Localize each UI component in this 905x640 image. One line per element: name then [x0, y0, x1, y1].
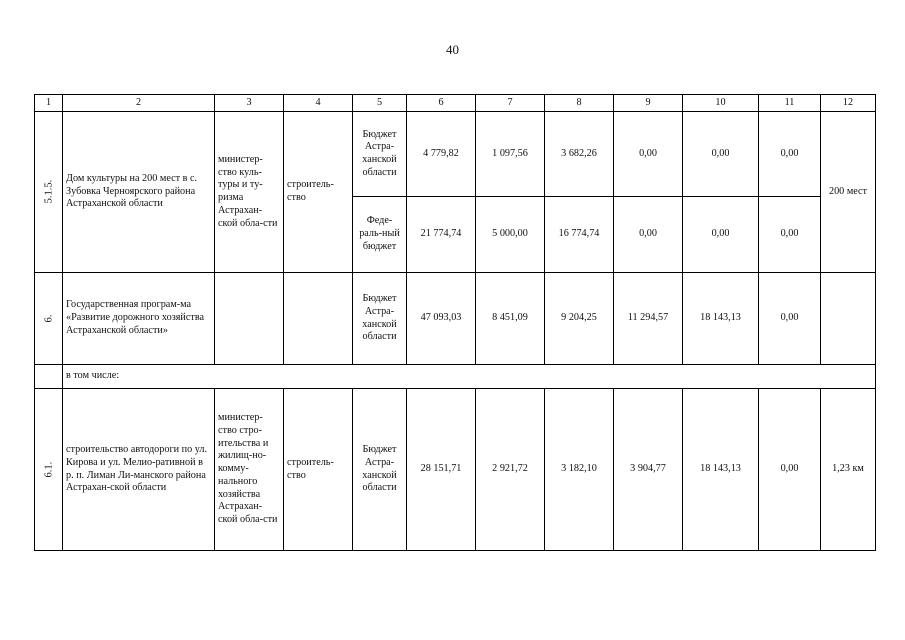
- col-header: 8: [545, 95, 614, 112]
- value-cell: 47 093,03: [407, 273, 476, 365]
- col-header: 11: [759, 95, 821, 112]
- row-number: 5.1.5.: [42, 180, 54, 204]
- value-cell: 0,00: [683, 197, 759, 273]
- value-cell: 4 779,82: [407, 112, 476, 197]
- value-cell: 28 151,71: [407, 389, 476, 551]
- col-header: 1: [35, 95, 63, 112]
- result-cell: 200 мест: [821, 112, 876, 273]
- work-type: строитель-ство: [284, 112, 353, 273]
- row-number: 6.1.: [42, 461, 54, 478]
- col-header: 5: [353, 95, 407, 112]
- col-header: 10: [683, 95, 759, 112]
- value-cell: 18 143,13: [683, 273, 759, 365]
- table-row: [35, 273, 876, 365]
- value-cell: 1 097,56: [476, 112, 545, 197]
- value-cell: 5 000,00: [476, 197, 545, 273]
- item-name: Государственная програм-ма «Развитие дорожного хозяйства Астраханской области»: [63, 273, 215, 365]
- funding-source: Феде-раль-ный бюджет: [353, 197, 407, 273]
- empty-cell: [35, 365, 63, 389]
- value-cell: 21 774,74: [407, 197, 476, 273]
- row-number-cell: [35, 389, 63, 551]
- page-number: 40: [446, 42, 459, 57]
- value-cell: 0,00: [759, 197, 821, 273]
- col-header: 2: [63, 95, 215, 112]
- row-number-cell: [35, 273, 63, 365]
- budget-table: [34, 94, 876, 551]
- row-number: 6.: [42, 314, 54, 323]
- value-cell: 0,00: [759, 112, 821, 197]
- value-cell: 9 204,25: [545, 273, 614, 365]
- value-cell: 3 182,10: [545, 389, 614, 551]
- including-label: в том числе:: [63, 365, 876, 389]
- result-cell: [821, 273, 876, 365]
- col-header: 9: [614, 95, 683, 112]
- work-type: строитель-ство: [284, 389, 353, 551]
- executor: министер-ство куль-туры и ту-ризма Астрахан-ской обла-сти: [215, 112, 284, 273]
- value-cell: 11 294,57: [614, 273, 683, 365]
- col-header: 7: [476, 95, 545, 112]
- executor: [215, 273, 284, 365]
- col-header: 6: [407, 95, 476, 112]
- value-cell: 18 143,13: [683, 389, 759, 551]
- col-header: 4: [284, 95, 353, 112]
- funding-source: Бюджет Астра-ханской области: [353, 112, 407, 197]
- value-cell: 3 682,26: [545, 112, 614, 197]
- funding-source: Бюджет Астра-ханской области: [353, 389, 407, 551]
- value-cell: 3 904,77: [614, 389, 683, 551]
- value-cell: 0,00: [759, 273, 821, 365]
- subheading-row: [35, 365, 876, 389]
- column-number-row: [35, 95, 876, 112]
- row-number-cell: [35, 112, 63, 273]
- value-cell: 2 921,72: [476, 389, 545, 551]
- col-header: 3: [215, 95, 284, 112]
- item-name: строительство автодороги по ул. Кирова и ул. Мелио-ративной в р. п. Лиман Ли-манского района Астрахан-ской области: [63, 389, 215, 551]
- item-name: Дом культуры на 200 мест в с. Зубовка Черноярского района Астраханской области: [63, 112, 215, 273]
- funding-source: Бюджет Астра-ханской области: [353, 273, 407, 365]
- value-cell: 0,00: [683, 112, 759, 197]
- table-row: [35, 112, 876, 197]
- value-cell: 16 774,74: [545, 197, 614, 273]
- executor: министер-ство стро-ительства и жилищ-но-комму-нального хозяйства Астрахан-ской обла-сти: [215, 389, 284, 551]
- value-cell: 0,00: [759, 389, 821, 551]
- col-header: 12: [821, 95, 876, 112]
- result-cell: 1,23 км: [821, 389, 876, 551]
- table-row: [35, 389, 876, 551]
- work-type: [284, 273, 353, 365]
- value-cell: 0,00: [614, 112, 683, 197]
- value-cell: 8 451,09: [476, 273, 545, 365]
- value-cell: 0,00: [614, 197, 683, 273]
